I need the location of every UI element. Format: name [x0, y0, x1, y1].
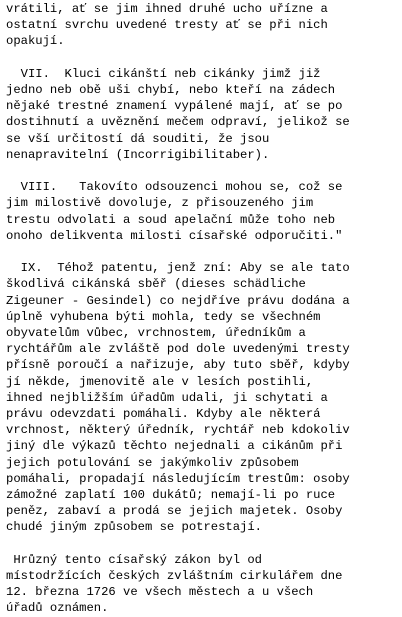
text-line: úplně vyhubena býti mohla, tedy se všechném	[6, 309, 321, 324]
text-line: ostatní svrchu uvedené tresty ať se při nich	[6, 18, 328, 33]
text-line: úřadů oznámen.	[6, 601, 109, 616]
text-line: onoho delikventa milosti císařské odporučiti."	[6, 228, 343, 243]
paragraph-gap	[6, 163, 400, 179]
text-line: Hrůzný tento císařský zákon byl od	[6, 552, 262, 567]
paragraph-gap	[6, 244, 400, 260]
text-line: Zigeuner - Gesindel) co nejdříve právu dodána a	[6, 293, 350, 308]
text-line: přísně poroučí a nařizuje, aby tuto sběř, kdyby	[6, 358, 350, 373]
paragraph-gap	[6, 50, 400, 66]
text-line: škodlivá cikánská sběř (dieses schädliche	[6, 277, 306, 292]
document-body	[6, 1, 400, 617]
text-line: jim milostivě dovoluje, z přisouzeného jim	[6, 196, 314, 211]
paragraph-section-ix	[6, 260, 400, 535]
paragraph-1	[6, 1, 400, 50]
text-line: právu odevzdati pomáhali. Kdyby ale některá	[6, 407, 321, 422]
text-line: nějaké trestné znamení vypálené mají, ať se po	[6, 99, 343, 114]
text-line: 12. března 1726 ve všech městech a u všech	[6, 585, 314, 600]
text-line: jí někde, jmenovitě ale v lesích postihli,	[6, 374, 314, 389]
text-line: vrchnost, některý úředník, rychtář neb kdokoliv	[6, 423, 350, 438]
text-line: VIII. Takovíto odsouzenci mohou se, což se	[6, 180, 343, 195]
text-line: nenapravitelní (Incorrigibilitaber).	[6, 147, 270, 162]
text-line: vrátili, ať se jim ihned druhé ucho uřízne a	[6, 2, 328, 16]
text-line: jiný dle výkazů těchto nejednali a cikánům při	[6, 439, 343, 454]
paragraph-section-viii	[6, 179, 400, 244]
text-line: zámožné zaplatí 100 dukátů; nemají-li po ruce	[6, 488, 336, 503]
text-line: trestu odvolati a soud apelační může toho neb	[6, 212, 336, 227]
paragraph-gap	[6, 536, 400, 552]
text-line: IX. Téhož patentu, jenž zní: Aby se ale tato	[6, 261, 350, 276]
text-line: ihned nejbližším úřadům udali, ji schytati a	[6, 390, 328, 405]
text-line: rychtářům ale zvláště pod dole uvedenými tresty	[6, 342, 350, 357]
text-line: jedno neb obě uši chybí, nebo kteří na zádech	[6, 83, 336, 97]
paragraph-closing	[6, 552, 400, 617]
paragraph-section-vii	[6, 66, 400, 163]
text-line: dostihnutí a uvěznění mečem odpraví, jelikož se	[6, 115, 350, 130]
text-line: VII. Kluci cikánští neb cikánky jimž již	[6, 66, 321, 81]
text-line: peněz, zabaví a prodá se jejich majetek. Osoby	[6, 504, 343, 519]
text-line: místodržících českých zvláštním cirkulářem dne	[6, 569, 343, 584]
text-line: se vší určitostí dá souditi, že jsou	[6, 131, 270, 146]
text-line: obyvatelům vůbec, vrchnostem, úředníkům a	[6, 326, 306, 341]
text-line: jejich potulování se jakýmkoliv způsobem	[6, 455, 299, 470]
text-line: opakují.	[6, 34, 65, 49]
text-line: pomáhali, propadají následujícím trestům: osoby	[6, 471, 350, 486]
text-line: chudé jiným způsobem se potrestají.	[6, 520, 262, 535]
